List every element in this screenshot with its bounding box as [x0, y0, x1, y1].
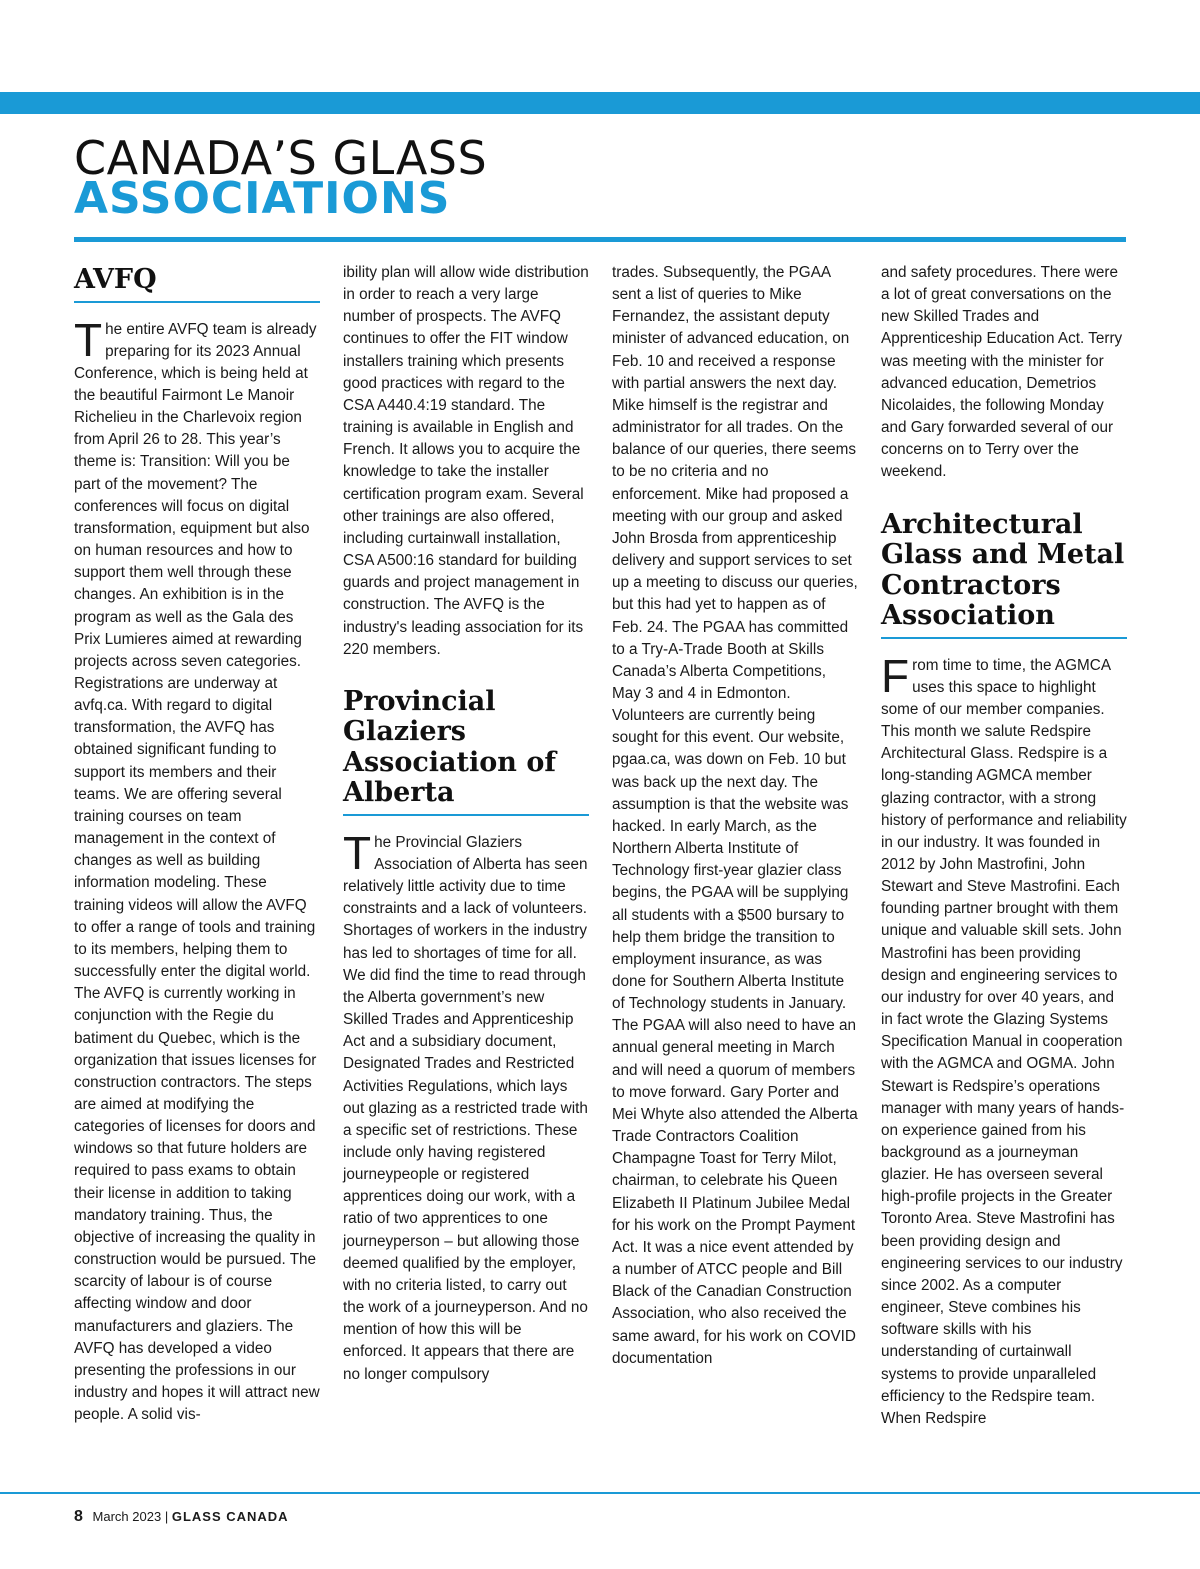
article-paragraph — [343, 826, 589, 1386]
section-heading-agmca: Architectural Glass and Metal Contractors Association — [881, 508, 1125, 632]
column-1 — [74, 262, 320, 1426]
page-footer — [74, 1507, 289, 1527]
article-paragraph — [74, 313, 320, 1427]
article-text: he Provincial Glaziers Association of Alberta has seen relatively little activity due to time constraints and a lack of volunteers. Shortages of workers in the industry has led to shortages of time for all. We did find the time to read through the Alberta government’s new Skilled Trades and Apprenticeship Act and a subsidiary document, Designated Trades and Restricted Activities Regulations, which lays out glazing as a restricted trade with a specific set of restrictions. These include only having registered journeypeople or registered apprentices doing our work, with a ratio of two apprentices to one journeyperson – but allowing those deemed qualified by the employer, with no criteria listed, to carry out the work of a journeyperson. And no mention of how this will be enforced. It appears that there are no longer compulsory — [343, 833, 588, 1383]
page-title-line1: CANADA’S GLASS — [74, 131, 488, 185]
article-paragraph — [612, 262, 858, 1370]
section-heading-pgaa: Provincial Glaziers Association of Alberta — [343, 685, 556, 809]
article-text: rom time to time, the AGMCA uses this space to highlight some of our member companies. This month we salute Redspire Architectural Glass. Redspire is a long-standing AGMCA member glazing contractor, with a strong history of performance and reliability in our industry. It was founded in 2012 by John Mastrofini, John Stewart and Steve Mastrofini. Each founding partner brought with them unique and valuable skill sets. John Mastrofini has been providing design and engineering services to our industry for over 40 years, and in fact wrote the Glazing Systems Specification Manual in cooperation with the AGMCA and OGMA. John Stewart is Redspire’s operations manager with many years of hands-on experience gained from his background as a journeyman glazier. He has overseen several high-profile projects in the Greater Toronto Area. Steve Mastrofini has been providing design and engineering services to our industry since 2002. As a computer engineer, Steve combines his software skills with his understanding of curtainwall systems to provide unparalleled efficiency to the Redspire team. When Redspire — [881, 656, 1127, 1427]
drop-cap: F — [881, 649, 910, 702]
footer-divider — [0, 1492, 1200, 1494]
article-paragraph — [343, 262, 589, 661]
page-title-line2: ASSOCIATIONS — [74, 173, 451, 224]
column-4 — [881, 262, 1127, 1430]
section-divider — [881, 637, 1127, 639]
title-divider — [74, 237, 1126, 242]
article-text: he entire AVFQ team is already preparing for its 2023 Annual Conference, which is being held at the beautiful Fairmont Le Manoir Richelieu in the Charlevoix region from April 26 to 28. This year’s theme is: Transition: Will you be part of the movement? The conferences will focus on digital transformation, equipment but also on human resources and how to support them well through these changes. An exhibition is in the program as well as the Gala des Prix Lumieres aimed at rewarding projects across seven categories. Registrations are underway at avfq.ca. With regard to digital transformation, the AVFQ has obtained significant funding to support its members and their teams. We are offering several training courses on team management in the context of changes as well as building information modeling. These training videos will allow the AVFQ to offer a range of tools and training to its members, helping them to successfully enter the digital world. The AVFQ is currently working in conjunction with the Regie du batiment du Quebec, which is the organization that issues licenses for construction contractors. The steps are aimed at modifying the categories of licenses for doors and windows so that future holders are required to pass exams to obtain their license in addition to taking mandatory training. Thus, the objective of increasing the quality in construction would be pursued. The scarcity of labour is of course affecting window and door manufacturers and glaziers. The AVFQ has developed a video presenting the professions in our industry and hopes it will attract new people. A solid vis- — [74, 320, 320, 1424]
column-3 — [612, 262, 858, 1370]
article-text: and safety procedures. There were a lot of great conversations on the new Skilled Trades and Apprenticeship Education Act. Terry was meeting with the minister for advanced education, Demetrios Nicolaides, the following Monday and Gary forwarded several of our concerns on to Terry over the weekend. — [881, 264, 1123, 481]
issue-date: March 2023 — [92, 1509, 162, 1524]
section-heading-avfq: AVFQ — [74, 264, 157, 295]
article-text: ibility plan will allow wide distribution in order to reach a very large number of prospects. The AVFQ continues to offer the FIT window installers training which presents good practices with regard to the CSA A440.4:19 standard. The training is available in English and French. It allows you to acquire the knowledge to take the installer certification program exam. Several other trainings are also offered, including curtainwall installation, CSA A500:16 standard for building guards and project management in construction. The AVFQ is the industry's leading association for its 220 members. — [343, 264, 589, 658]
drop-cap: T — [343, 826, 372, 879]
page-number: 8 — [74, 1508, 83, 1525]
article-paragraph — [881, 262, 1127, 484]
article-text: trades. Subsequently, the PGAA sent a list of queries to Mike Fernandez, the assistant deputy minister of advanced education, on Feb. 10 and received a response with partial answers the next day. Mike himself is the registrar and administrator for all trades. On the balance of our queries, there seems to be no criteria and no enforcement. Mike had proposed a meeting with our group and asked John Brosda from apprenticeship delivery and support services to set up a meeting to discuss our queries, but this had yet to happen as of Feb. 24. The PGAA has committed to a Try-A-Trade Booth at Skills Canada’s Alberta Competitions, May 3 and 4 in Edmonton. Volunteers are currently being sought for this event. Our website, pgaa.ca, was down on Feb. 10 but was back up the next day. The assumption is that the website was hacked. In early March, as the Northern Alberta Institute of Technology first-year glazier class begins, the PGAA will be supplying all students with a $500 bursary to help them bridge the transition to employment insurance, as was done for Southern Alberta Institute of Technology students in January. The PGAA will also need to have an annual general meeting in March and will need a quorum of members to move forward. Gary Porter and Mei Whyte also attended the Alberta Trade Contractors Coalition Champagne Toast for Terry Milot, chairman, to celebrate his Queen Elizabeth II Platinum Jubilee Medal for his work on the Prompt Payment Act. It was a nice event attended by a number of ATCC people and Bill Black of the Canadian Construction Association, who also received the same award, for his work on COVID documentation — [612, 264, 858, 1367]
section-divider — [74, 301, 320, 303]
section-divider — [343, 814, 589, 816]
article-paragraph — [881, 649, 1127, 1430]
top-accent-bar — [0, 92, 1200, 114]
drop-cap: T — [74, 313, 103, 366]
column-2 — [343, 262, 589, 1386]
publication-name: GLASS CANADA — [171, 1509, 289, 1524]
footer-separator: | — [164, 1509, 169, 1524]
